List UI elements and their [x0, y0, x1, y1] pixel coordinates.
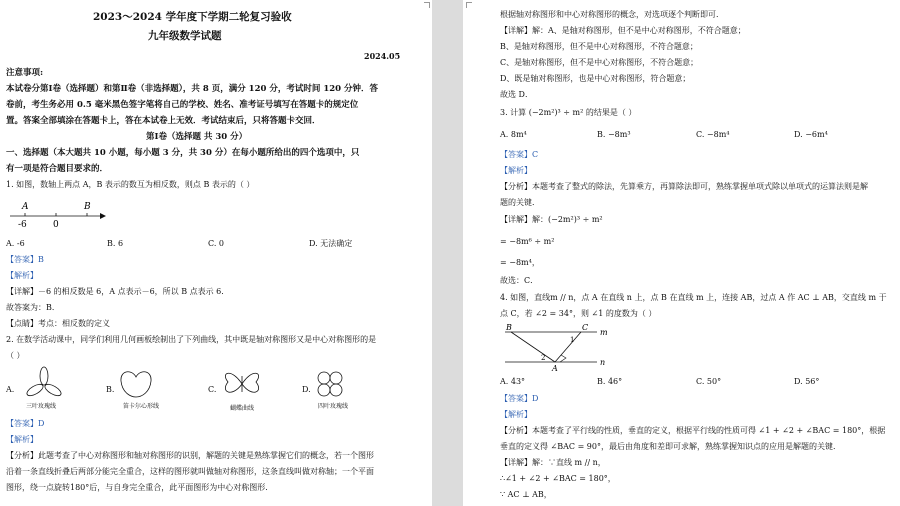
q2-explain-line: 故选 D．	[500, 90, 533, 99]
q1-option-a: A. -6	[6, 239, 25, 248]
caption-four-leaf-rose: 四叶玫瑰线	[318, 403, 349, 410]
part-title: 第Ⅰ卷（选择题 共 30 分）	[146, 132, 248, 142]
q4-step: ∴∠1 + ∠2 + ∠BAC = 180°，	[500, 474, 616, 483]
q2-option-d: D.	[302, 385, 311, 394]
page-corner-mark	[424, 2, 430, 8]
zero-label: 0	[53, 220, 59, 230]
notice-line: 卷前，考生务必用 0.5 毫米黑色签字笔将自己的学校、姓名、准考证号填写在答题卡的规定位	[6, 100, 359, 110]
q4-option-b: B. 46°	[597, 377, 623, 386]
q3-option-c: C. −8m⁴	[696, 130, 730, 139]
q2-analysis: 【解析】	[6, 435, 38, 444]
q2-explain-line: D、既是轴对称图形，也是中心对称图形，符合题意；	[500, 74, 691, 83]
q2-explain-line: 根据轴对称图形和中心对称图形的概念，对选项逐个判断即可．	[500, 10, 724, 19]
q4-detail-line: 【分析】本题考查了平行线的性质，垂直的定义，根据平行线的性质可得 ∠1 + ∠2 + ∠BAC = 180°，根据	[500, 426, 886, 435]
q4-option-d: D. 56°	[794, 377, 820, 386]
notice-line: 本试卷分第Ⅰ卷（选择题）和第Ⅱ卷（非选择题），共 8 页，满分 120 分，考试时间 120 分钟．答	[6, 84, 379, 94]
section-header: 有一项是符合题目要求的．	[6, 164, 109, 174]
caption-three-leaf-rose: 三叶玫瑰线	[26, 403, 57, 410]
parallel-lines-figure	[501, 322, 611, 372]
minus-six-label: -6	[18, 220, 27, 230]
fig-label-a: A	[552, 364, 558, 372]
q3-conclusion: 故选：C．	[500, 276, 539, 285]
q3-step: 【详解】解：(−2m²)³ ÷ m²	[500, 215, 603, 224]
q4-option-a: A. 43°	[500, 377, 526, 386]
page-gutter	[432, 0, 463, 506]
q2-option-c: C.	[208, 385, 217, 394]
right-page	[463, 0, 900, 506]
q4-step: ∵ AC ⊥ AB，	[500, 490, 552, 499]
caption-cardioid: 笛卡尔心形线	[123, 403, 160, 410]
three-leaf-rose-figure	[24, 366, 64, 400]
q3-step: = −8m⁴，	[500, 258, 540, 267]
q1-conclusion: 故答案为：B．	[6, 303, 60, 312]
q2-detail-line: 沿着一条直线折叠后两部分能完全重合，这样的图形就叫做轴对称图形，这条直线叫做对称轴；一个平面	[6, 467, 374, 476]
q3-step: = −8m⁶ ÷ m²	[500, 237, 555, 246]
notice-heading: 注意事项:	[6, 68, 44, 78]
q2-stem-paren: （ ）	[6, 351, 25, 360]
exam-date: 2024.05	[364, 51, 401, 61]
q2-detail-line: 图形，绕一点旋转180°后，与自身完全重合，此平面图形为中心对称图形．	[6, 483, 274, 492]
q1-comment: 【点睛】考点：相反数的定义	[6, 319, 110, 328]
q2-detail-line: 【分析】此题考查了中心对称图形和轴对称图形的识别，解题的关键是熟练掌握它们的概念，若一个图形	[6, 451, 374, 460]
section-header: 一、选择题（本大题共 10 小题，每小题 3 分，共 30 分）在每小题所给出的四个选项中，只	[6, 148, 360, 158]
q4-detail-line: 垂直的定义得 ∠BAC = 90°，最后由角度和差即可求解，熟练掌握知识点的应用是解题的关键．	[500, 442, 841, 451]
fig-label-c: C	[582, 323, 589, 332]
q1-option-d: D. 无法确定	[309, 239, 353, 248]
q2-option-a: A.	[6, 385, 15, 394]
q1-answer: 【答案】B	[6, 255, 44, 264]
q3-option-a: A. 8m⁴	[500, 130, 527, 139]
notice-line: 置。答案全部填涂在答题卡上，答在本试卷上无效．考试结束后，只将答题卡交回．	[6, 116, 321, 126]
q3-detail-line: 题的关键．	[500, 198, 540, 207]
q1-detail: 【详解】－6 的相反数是 6，A 点表示－6，所以 B 点表示 6．	[6, 287, 230, 296]
q2-explain-line: 【详解】解：A、是轴对称图形，但不是中心对称图形，不符合题意；	[500, 26, 746, 35]
q3-option-b: B. −8m³	[597, 130, 631, 139]
cardioid-figure	[118, 368, 154, 400]
fig-label-b: B	[506, 323, 512, 332]
q1-option-b: B. 6	[107, 239, 124, 248]
exam-subtitle: 九年级数学试题	[148, 30, 222, 42]
fig-label-n: n	[600, 358, 606, 367]
q2-explain-line: C、是轴对称图形，但不是中心对称图形，不符合题意；	[500, 58, 699, 67]
q3-stem: 3. 计算 (−2m²)³ ÷ m² 的结果是（ ）	[500, 108, 637, 117]
fig-angle-1: 1	[570, 336, 575, 344]
fig-label-m: m	[600, 328, 608, 337]
q3-answer: 【答案】C	[500, 150, 539, 159]
q2-explain-line: B、是轴对称图形，但不是中心对称图形，不符合题意；	[500, 42, 698, 51]
q4-analysis: 【解析】	[500, 410, 532, 419]
point-a-label: A	[22, 202, 29, 212]
four-leaf-rose-figure	[314, 368, 346, 400]
page-corner-mark	[466, 2, 472, 8]
q1-stem: 1. 如图，数轴上两点 A，B 表示的数互为相反数，则点 B 表示的（ ）	[6, 180, 255, 189]
q2-stem: 2. 在数学活动课中，同学们利用几何画板绘制出了下列曲线，其中既是轴对称图形又是中心对称图形的是	[6, 335, 377, 344]
q1-option-c: C. 0	[208, 239, 225, 248]
q2-option-b: B.	[106, 385, 115, 394]
exam-title: 2023～2024 学年度下学期二轮复习验收	[93, 11, 292, 23]
q4-stem-line: 4. 如图，直线m // n，点 A 在直线 n 上，点 B 在直线 m 上，连接 AB，过点 A 作 AC ⊥ AB，交直线 m 于	[500, 293, 887, 302]
q4-stem-line: 点 C，若 ∠2 = 34°，则 ∠1 的度数为（ ）	[500, 309, 657, 318]
q3-option-d: D. −6m⁴	[794, 130, 828, 139]
q4-option-c: C. 50°	[696, 377, 722, 386]
q4-step: 【详解】解：∵直线 m // n，	[500, 458, 606, 467]
caption-butterfly-curve: 蝴蝶曲线	[230, 405, 255, 412]
q1-analysis: 【解析】	[6, 271, 38, 280]
q3-analysis: 【解析】	[500, 166, 532, 175]
q2-answer: 【答案】D	[6, 419, 45, 428]
number-line-figure	[8, 196, 108, 232]
butterfly-curve-figure	[218, 366, 266, 402]
q4-answer: 【答案】D	[500, 394, 539, 403]
q3-detail-line: 【分析】本题考查了整式的除法，先算乘方，再算除法即可，熟练掌握单项式除以单项式的运算法则是解	[500, 182, 868, 191]
fig-angle-2: 2	[541, 354, 546, 362]
left-page	[0, 0, 432, 506]
point-b-label: B	[84, 202, 91, 212]
